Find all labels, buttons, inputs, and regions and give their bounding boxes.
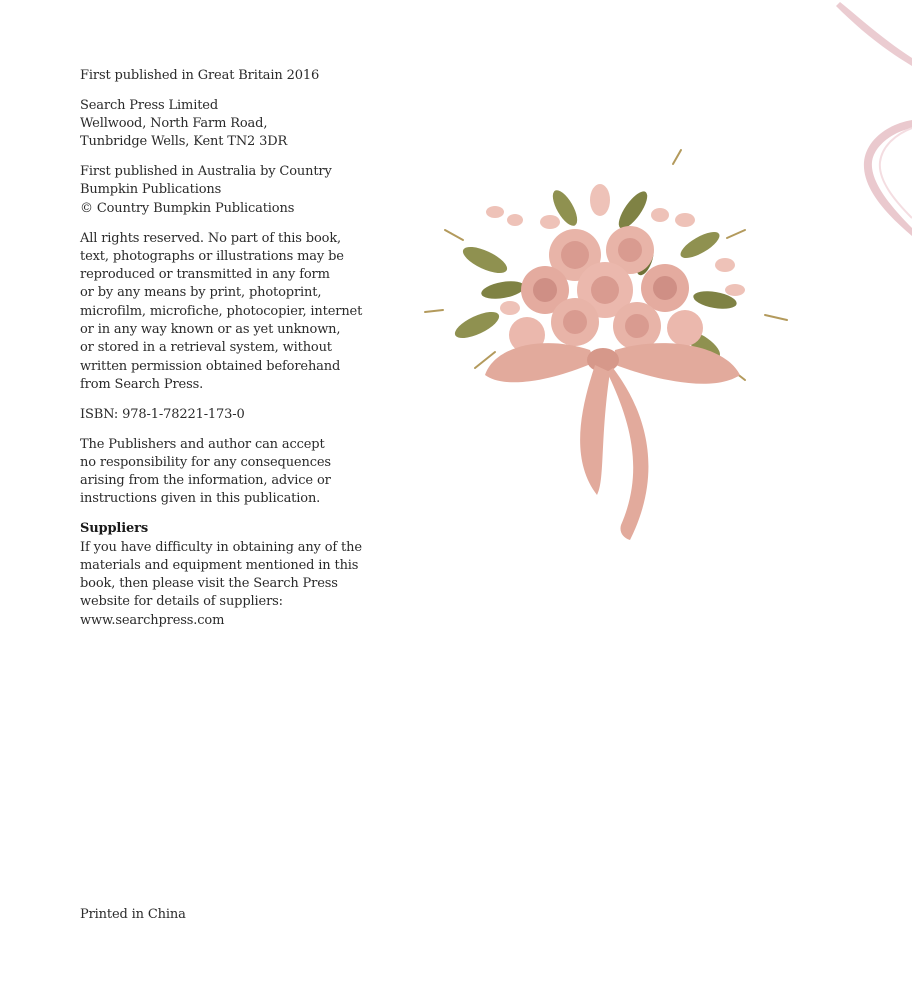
- ribbon-rose-bouquet-image: [415, 140, 800, 550]
- bouquet-roses: [509, 226, 703, 353]
- rights-line: or in any way known or as yet unknown,: [80, 322, 341, 338]
- imprint-text: [80, 67, 363, 642]
- publisher-line: Wellwood, North Farm Road,: [80, 116, 268, 132]
- bouquet-bow: [485, 343, 740, 540]
- disclaimer: [80, 436, 360, 509]
- rights-line: from Search Press.: [80, 376, 204, 392]
- disclaimer-line: no responsibility for any consequences: [80, 454, 331, 470]
- isbn: ISBN: 978-1-78221-173-0: [80, 406, 245, 422]
- disclaimer-line: The Publishers and author can accept: [80, 436, 325, 452]
- suppliers-website: www.searchpress.com: [80, 612, 225, 628]
- publisher-line: Tunbridge Wells, Kent TN2 3DR: [80, 134, 288, 150]
- disclaimer-line: arising from the information, advice or: [80, 473, 331, 489]
- suppliers-section: [80, 520, 360, 630]
- rights-line: All rights reserved. No part of this book,: [80, 230, 342, 246]
- australia-line: First published in Australia by Country: [80, 164, 332, 180]
- rights-line: microfilm, microfiche, photocopier, internet: [80, 303, 363, 319]
- first-published-line: First published in Great Britain 2016: [80, 68, 320, 83]
- printed-in: Printed in China: [80, 907, 186, 922]
- suppliers-line: website for details of suppliers:: [80, 594, 283, 610]
- publisher-line: Search Press Limited: [80, 97, 218, 113]
- rights-line: or stored in a retrieval system, without: [80, 340, 332, 356]
- australia-line: Bumpkin Publications: [80, 182, 222, 198]
- rights-line: written permission obtained beforehand: [80, 358, 341, 374]
- publisher-address: [80, 97, 360, 152]
- australia-publication: [80, 163, 360, 218]
- suppliers-line: materials and equipment mentioned in this: [80, 557, 359, 573]
- suppliers-line: book, then please visit the Search Press: [80, 576, 338, 592]
- suppliers-line: If you have difficulty in obtaining any of the: [80, 539, 362, 555]
- ribbon-edge-decoration: [822, 0, 912, 260]
- rights-line: reproduced or transmitted in any form: [80, 267, 330, 283]
- disclaimer-line: instructions given in this publication.: [80, 491, 321, 507]
- rights-line: text, photographs or illustrations may be: [80, 248, 344, 264]
- suppliers-heading: Suppliers: [80, 521, 148, 537]
- rights-notice: [80, 230, 363, 395]
- australia-line: © Country Bumpkin Publications: [80, 200, 295, 216]
- rights-line: or by any means by print, photoprint,: [80, 285, 322, 301]
